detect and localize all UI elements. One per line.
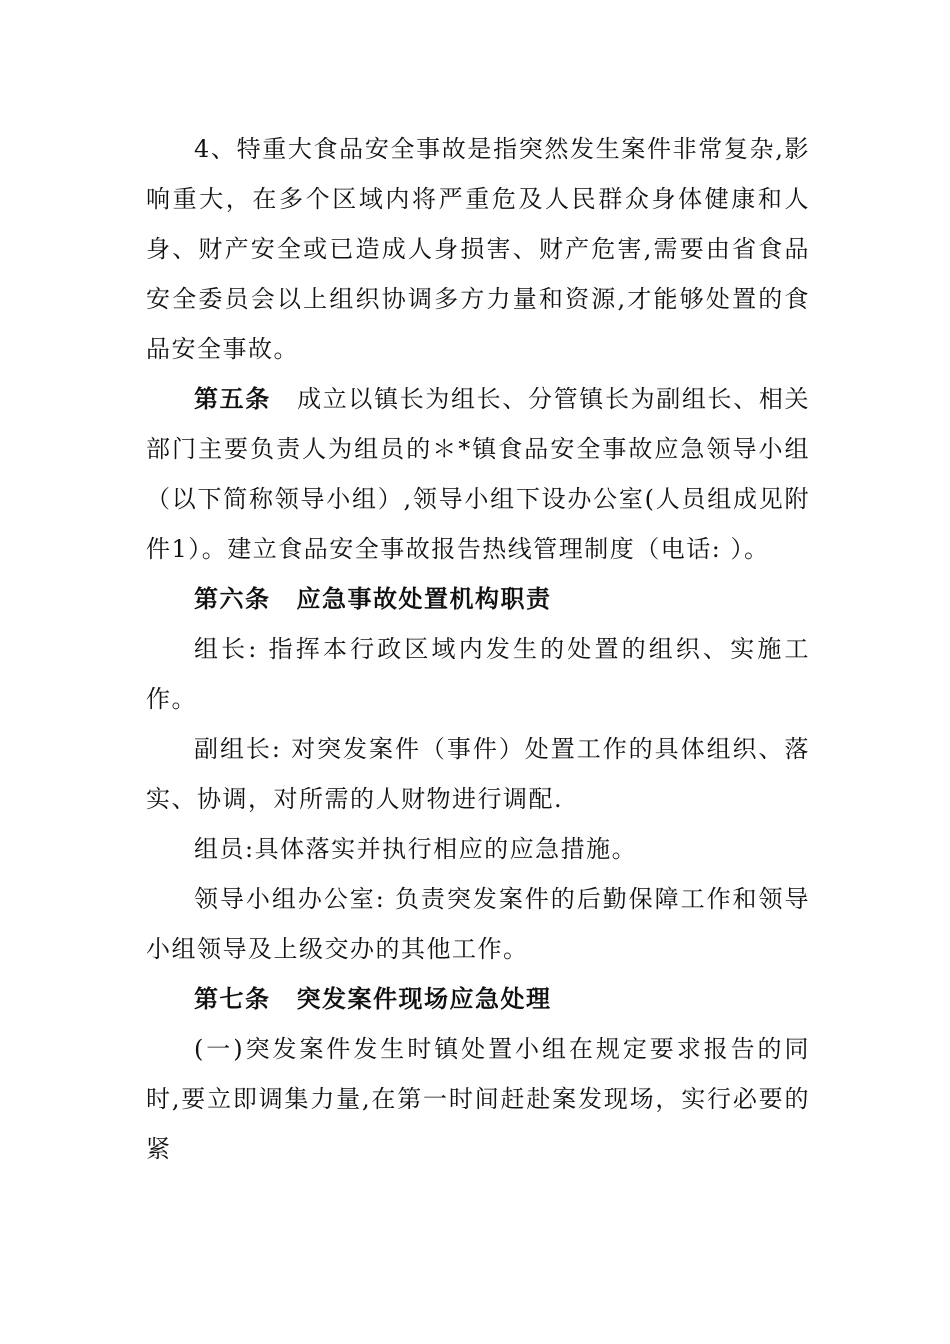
article-7-heading: 第七条 bbox=[194, 984, 271, 1013]
duty-office-paragraph bbox=[146, 874, 810, 974]
duty-deputy-leader-text: 副组长: 对突发案件（事件）处置工作的具体组织、落实、协调，对所需的人财物进行调配. bbox=[146, 735, 810, 813]
article-7-title: 突发案件现场应急处理 bbox=[296, 984, 552, 1013]
duty-leader-text: 组长: 指挥本行政区域内发生的处置的组织、实施工作。 bbox=[146, 635, 810, 713]
duty-office-text: 领导小组办公室: 负责突发案件的后勤保障工作和领导小组领导及上级交办的其他工作。 bbox=[146, 885, 810, 963]
paragraph-item-4 bbox=[146, 124, 810, 374]
article-7-item-1-text: (一)突发案件发生时镇处置小组在规定要求报告的同时,要立即调集力量,在第一时间赶赴案发现场，实行必要的紧 bbox=[146, 1035, 810, 1163]
article-7-item-1-paragraph bbox=[146, 1024, 810, 1174]
duty-deputy-leader-paragraph bbox=[146, 724, 810, 824]
article-6-heading: 第六条 bbox=[194, 584, 271, 613]
article-6-heading-line bbox=[146, 574, 810, 624]
article-5-text: 成立以镇长为组长、分管镇长为副组长、相关部门主要负责人为组员的＊*镇食品安全事故应急领导小组（以下简称领导小组）,领导小组下设办公室(人员组成见附件1）。建立食品安全事故报告热线管理制度（电话: ）。 bbox=[146, 385, 811, 563]
duty-member-paragraph bbox=[146, 824, 810, 874]
duty-leader-paragraph bbox=[146, 624, 810, 724]
duty-member-text: 组员:具体落实并执行相应的应急措施。 bbox=[194, 835, 638, 863]
paragraph-text: 4、特重大食品安全事故是指突然发生案件非常复杂,影响重大，在多个区域内将严重危及人民群众身体健康和人身、财产安全或已造成人身损害、财产危害,需要由省食品安全委员会以上组织协调多方力量和资源,才能够处置的食品安全事故。 bbox=[146, 135, 810, 363]
article-5-heading: 第五条 bbox=[194, 384, 271, 413]
article-6-title: 应急事故处置机构职责 bbox=[296, 584, 552, 613]
article-5-paragraph bbox=[146, 374, 810, 574]
article-7-heading-line bbox=[146, 974, 810, 1024]
document-body bbox=[146, 124, 810, 1174]
